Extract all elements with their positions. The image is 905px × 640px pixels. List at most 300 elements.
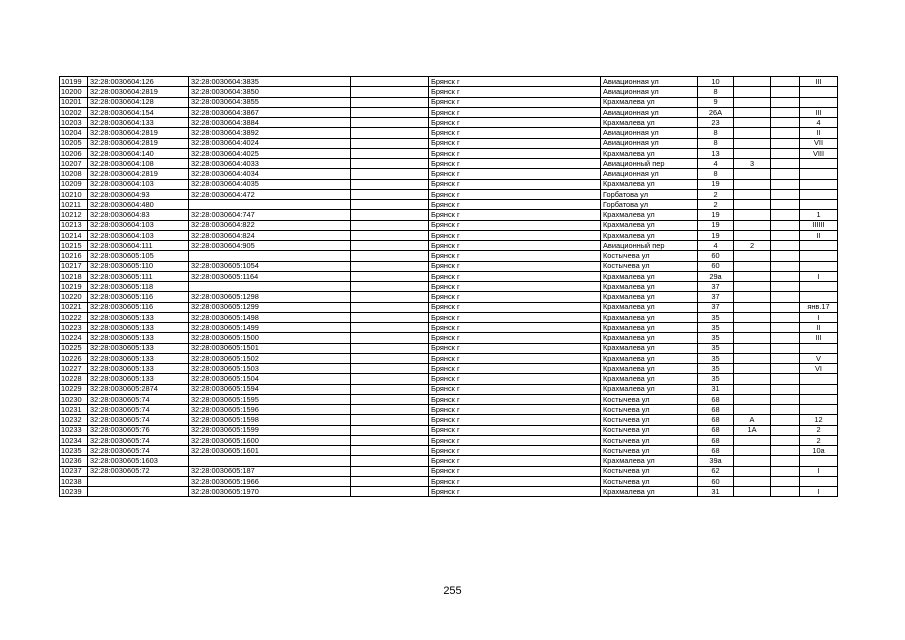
blank-cell <box>351 77 429 87</box>
street-cell: Крахмалева ул <box>601 456 698 466</box>
table-row <box>60 148 838 158</box>
row-number: 10200 <box>60 87 88 97</box>
row-number: 10222 <box>60 312 88 322</box>
city-cell: Брянск г <box>429 446 601 456</box>
building-cadastral-number: 32:28:0030605:1600 <box>189 435 351 445</box>
table-row <box>60 394 838 404</box>
table-row <box>60 210 838 220</box>
street-cell: Крахмалева ул <box>601 148 698 158</box>
city-cell: Брянск г <box>429 282 601 292</box>
property-register-table <box>59 76 838 497</box>
unit-cell: III <box>800 107 838 117</box>
blank-cell <box>351 282 429 292</box>
block-cell <box>771 343 800 353</box>
city-cell: Брянск г <box>429 128 601 138</box>
city-cell: Брянск г <box>429 292 601 302</box>
row-number: 10226 <box>60 353 88 363</box>
house-number-cell: 68 <box>698 394 734 404</box>
building-cadastral-number: 32:28:0030605:1501 <box>189 343 351 353</box>
street-cell: Крахмалева ул <box>601 487 698 497</box>
block-cell <box>771 189 800 199</box>
street-cell: Авиационная ул <box>601 169 698 179</box>
blank-cell <box>351 353 429 363</box>
table-row <box>60 138 838 148</box>
unit-cell <box>800 405 838 415</box>
table-row <box>60 282 838 292</box>
table-row <box>60 466 838 476</box>
row-number: 10206 <box>60 148 88 158</box>
land-cadastral-number: 32:28:0030605:133 <box>88 353 189 363</box>
blank-cell <box>351 435 429 445</box>
land-cadastral-number: 32:28:0030605:133 <box>88 323 189 333</box>
land-cadastral-number: 32:28:0030604:2819 <box>88 128 189 138</box>
street-cell: Крахмалева ул <box>601 384 698 394</box>
house-number-cell: 19 <box>698 210 734 220</box>
land-cadastral-number: 32:28:0030605:133 <box>88 312 189 322</box>
city-cell: Брянск г <box>429 456 601 466</box>
building-cadastral-number <box>189 282 351 292</box>
unit-cell <box>800 384 838 394</box>
unit-cell: IIIIII <box>800 220 838 230</box>
city-cell: Брянск г <box>429 251 601 261</box>
table-row <box>60 353 838 363</box>
street-cell: Авиационный пер <box>601 241 698 251</box>
building-cell <box>734 364 771 374</box>
street-cell: Крахмалева ул <box>601 312 698 322</box>
blank-cell <box>351 271 429 281</box>
house-number-cell: 35 <box>698 353 734 363</box>
building-cell <box>734 394 771 404</box>
house-number-cell: 23 <box>698 118 734 128</box>
table-row <box>60 220 838 230</box>
table-row <box>60 456 838 466</box>
house-number-cell: 31 <box>698 487 734 497</box>
building-cadastral-number: 32:28:0030604:3835 <box>189 77 351 87</box>
table-row <box>60 159 838 169</box>
block-cell <box>771 323 800 333</box>
table-row <box>60 107 838 117</box>
city-cell: Брянск г <box>429 333 601 343</box>
blank-cell <box>351 312 429 322</box>
row-number: 10215 <box>60 241 88 251</box>
house-number-cell: 68 <box>698 415 734 425</box>
building-cadastral-number: 32:28:0030605:1966 <box>189 476 351 486</box>
row-number: 10234 <box>60 435 88 445</box>
table-row <box>60 405 838 415</box>
street-cell: Авиационная ул <box>601 138 698 148</box>
blank-cell <box>351 261 429 271</box>
register-body <box>60 77 838 497</box>
land-cadastral-number: 32:28:0030604:2819 <box>88 138 189 148</box>
unit-cell: II <box>800 230 838 240</box>
building-cadastral-number: 32:28:0030605:1054 <box>189 261 351 271</box>
land-cadastral-number: 32:28:0030605:133 <box>88 374 189 384</box>
city-cell: Брянск г <box>429 138 601 148</box>
city-cell: Брянск г <box>429 302 601 312</box>
blank-cell <box>351 292 429 302</box>
street-cell: Крахмалева ул <box>601 210 698 220</box>
blank-cell <box>351 466 429 476</box>
land-cadastral-number: 32:28:0030604:2819 <box>88 169 189 179</box>
table-row <box>60 230 838 240</box>
row-number: 10230 <box>60 394 88 404</box>
street-cell: Костычева ул <box>601 466 698 476</box>
block-cell <box>771 87 800 97</box>
house-number-cell: 19 <box>698 220 734 230</box>
block-cell <box>771 466 800 476</box>
table-row <box>60 476 838 486</box>
block-cell <box>771 353 800 363</box>
table-row <box>60 271 838 281</box>
building-cadastral-number <box>189 251 351 261</box>
block-cell <box>771 107 800 117</box>
block-cell <box>771 128 800 138</box>
unit-cell: VII <box>800 138 838 148</box>
land-cadastral-number: 32:28:0030604:133 <box>88 118 189 128</box>
unit-cell: III <box>800 77 838 87</box>
building-cadastral-number: 32:28:0030605:1500 <box>189 333 351 343</box>
house-number-cell: 19 <box>698 230 734 240</box>
unit-cell: 12 <box>800 415 838 425</box>
block-cell <box>771 456 800 466</box>
house-number-cell: 13 <box>698 148 734 158</box>
table-row <box>60 179 838 189</box>
street-cell: Крахмалева ул <box>601 343 698 353</box>
row-number: 10219 <box>60 282 88 292</box>
city-cell: Брянск г <box>429 220 601 230</box>
house-number-cell: 10 <box>698 77 734 87</box>
house-number-cell: 8 <box>698 87 734 97</box>
table-row <box>60 292 838 302</box>
building-cadastral-number: 32:28:0030604:4034 <box>189 169 351 179</box>
land-cadastral-number: 32:28:0030605:133 <box>88 333 189 343</box>
house-number-cell: 62 <box>698 466 734 476</box>
street-cell: Горбатова ул <box>601 200 698 210</box>
building-cell <box>734 343 771 353</box>
land-cadastral-number: 32:28:0030605:1603 <box>88 456 189 466</box>
street-cell: Крахмалева ул <box>601 97 698 107</box>
unit-cell: I <box>800 271 838 281</box>
house-number-cell: 35 <box>698 323 734 333</box>
land-cadastral-number: 32:28:0030605:116 <box>88 302 189 312</box>
land-cadastral-number <box>88 476 189 486</box>
blank-cell <box>351 97 429 107</box>
unit-cell <box>800 261 838 271</box>
city-cell: Брянск г <box>429 159 601 169</box>
row-number: 10223 <box>60 323 88 333</box>
block-cell <box>771 384 800 394</box>
building-cadastral-number: 32:28:0030605:1499 <box>189 323 351 333</box>
street-cell: Крахмалева ул <box>601 364 698 374</box>
building-cell <box>734 487 771 497</box>
street-cell: Костычева ул <box>601 425 698 435</box>
city-cell: Брянск г <box>429 107 601 117</box>
house-number-cell: 35 <box>698 364 734 374</box>
block-cell <box>771 282 800 292</box>
city-cell: Брянск г <box>429 230 601 240</box>
building-cadastral-number: 32:28:0030604:747 <box>189 210 351 220</box>
block-cell <box>771 118 800 128</box>
table-row <box>60 241 838 251</box>
unit-cell: 2 <box>800 425 838 435</box>
city-cell: Брянск г <box>429 353 601 363</box>
land-cadastral-number: 32:28:0030605:133 <box>88 364 189 374</box>
row-number: 10203 <box>60 118 88 128</box>
row-number: 10229 <box>60 384 88 394</box>
land-cadastral-number: 32:28:0030604:2819 <box>88 87 189 97</box>
city-cell: Брянск г <box>429 97 601 107</box>
house-number-cell: 35 <box>698 312 734 322</box>
building-cell <box>734 466 771 476</box>
block-cell <box>771 271 800 281</box>
table-row <box>60 128 838 138</box>
house-number-cell: 2 <box>698 189 734 199</box>
building-cadastral-number <box>189 200 351 210</box>
blank-cell <box>351 189 429 199</box>
house-number-cell: 37 <box>698 292 734 302</box>
building-cell <box>734 138 771 148</box>
block-cell <box>771 169 800 179</box>
table-row <box>60 446 838 456</box>
blank-cell <box>351 148 429 158</box>
row-number: 10237 <box>60 466 88 476</box>
block-cell <box>771 97 800 107</box>
unit-cell <box>800 241 838 251</box>
street-cell: Крахмалева ул <box>601 271 698 281</box>
building-cell <box>734 251 771 261</box>
blank-cell <box>351 476 429 486</box>
building-cadastral-number: 32:28:0030605:1164 <box>189 271 351 281</box>
row-number: 10201 <box>60 97 88 107</box>
block-cell <box>771 261 800 271</box>
block-cell <box>771 446 800 456</box>
city-cell: Брянск г <box>429 487 601 497</box>
table-row <box>60 118 838 128</box>
block-cell <box>771 487 800 497</box>
building-cadastral-number: 32:28:0030605:1504 <box>189 374 351 384</box>
building-cadastral-number: 32:28:0030604:4033 <box>189 159 351 169</box>
land-cadastral-number: 32:28:0030605:111 <box>88 271 189 281</box>
table-row <box>60 312 838 322</box>
street-cell: Горбатова ул <box>601 189 698 199</box>
land-cadastral-number: 32:28:0030605:74 <box>88 446 189 456</box>
house-number-cell: 68 <box>698 446 734 456</box>
block-cell <box>771 312 800 322</box>
land-cadastral-number: 32:28:0030605:74 <box>88 435 189 445</box>
building-cell <box>734 118 771 128</box>
blank-cell <box>351 169 429 179</box>
land-cadastral-number: 32:28:0030604:111 <box>88 241 189 251</box>
row-number: 10220 <box>60 292 88 302</box>
blank-cell <box>351 251 429 261</box>
block-cell <box>771 251 800 261</box>
city-cell: Брянск г <box>429 241 601 251</box>
blank-cell <box>351 446 429 456</box>
block-cell <box>771 77 800 87</box>
row-number: 10225 <box>60 343 88 353</box>
land-cadastral-number: 32:28:0030604:140 <box>88 148 189 158</box>
building-cell <box>734 179 771 189</box>
city-cell: Брянск г <box>429 374 601 384</box>
blank-cell <box>351 179 429 189</box>
blank-cell <box>351 241 429 251</box>
unit-cell: 2 <box>800 435 838 445</box>
table-row <box>60 97 838 107</box>
table-row <box>60 261 838 271</box>
street-cell: Крахмалева ул <box>601 118 698 128</box>
building-cell <box>734 128 771 138</box>
building-cell <box>734 148 771 158</box>
house-number-cell: 2 <box>698 200 734 210</box>
land-cadastral-number: 32:28:0030604:103 <box>88 220 189 230</box>
building-cell <box>734 107 771 117</box>
street-cell: Авиационная ул <box>601 107 698 117</box>
building-cadastral-number: 32:28:0030604:4035 <box>189 179 351 189</box>
land-cadastral-number: 32:28:0030604:103 <box>88 230 189 240</box>
house-number-cell: 19 <box>698 179 734 189</box>
unit-cell: VI <box>800 364 838 374</box>
building-cell <box>734 384 771 394</box>
unit-cell <box>800 169 838 179</box>
blank-cell <box>351 107 429 117</box>
row-number: 10232 <box>60 415 88 425</box>
block-cell <box>771 364 800 374</box>
block-cell <box>771 230 800 240</box>
row-number: 10212 <box>60 210 88 220</box>
blank-cell <box>351 118 429 128</box>
table-row <box>60 169 838 179</box>
unit-cell <box>800 394 838 404</box>
unit-cell <box>800 251 838 261</box>
land-cadastral-number: 32:28:0030604:128 <box>88 97 189 107</box>
unit-cell <box>800 456 838 466</box>
blank-cell <box>351 405 429 415</box>
building-cadastral-number: 32:28:0030605:1598 <box>189 415 351 425</box>
unit-cell: VIII <box>800 148 838 158</box>
row-number: 10231 <box>60 405 88 415</box>
block-cell <box>771 210 800 220</box>
blank-cell <box>351 384 429 394</box>
row-number: 10209 <box>60 179 88 189</box>
land-cadastral-number: 32:28:0030604:126 <box>88 77 189 87</box>
house-number-cell: 37 <box>698 282 734 292</box>
land-cadastral-number: 32:28:0030605:72 <box>88 466 189 476</box>
blank-cell <box>351 230 429 240</box>
blank-cell <box>351 87 429 97</box>
block-cell <box>771 425 800 435</box>
city-cell: Брянск г <box>429 169 601 179</box>
house-number-cell: 37 <box>698 302 734 312</box>
unit-cell: 4 <box>800 118 838 128</box>
house-number-cell: 35 <box>698 333 734 343</box>
unit-cell <box>800 343 838 353</box>
building-cell <box>734 282 771 292</box>
row-number: 10228 <box>60 374 88 384</box>
table-row <box>60 343 838 353</box>
land-cadastral-number <box>88 487 189 497</box>
land-cadastral-number: 32:28:0030605:110 <box>88 261 189 271</box>
city-cell: Брянск г <box>429 312 601 322</box>
building-cell: 2 <box>734 241 771 251</box>
street-cell: Авиационный пер <box>601 159 698 169</box>
blank-cell <box>351 128 429 138</box>
table-row <box>60 323 838 333</box>
street-cell: Костычева ул <box>601 476 698 486</box>
land-cadastral-number: 32:28:0030605:74 <box>88 394 189 404</box>
house-number-cell: 39а <box>698 456 734 466</box>
block-cell <box>771 415 800 425</box>
building-cell <box>734 87 771 97</box>
block-cell <box>771 159 800 169</box>
city-cell: Брянск г <box>429 405 601 415</box>
street-cell: Крахмалева ул <box>601 323 698 333</box>
block-cell <box>771 333 800 343</box>
unit-cell: II <box>800 323 838 333</box>
block-cell <box>771 435 800 445</box>
house-number-cell: 68 <box>698 425 734 435</box>
building-cadastral-number: 32:28:0030604:824 <box>189 230 351 240</box>
table-row <box>60 251 838 261</box>
land-cadastral-number: 32:28:0030605:76 <box>88 425 189 435</box>
building-cell <box>734 292 771 302</box>
building-cadastral-number: 32:28:0030605:1601 <box>189 446 351 456</box>
street-cell: Костычева ул <box>601 251 698 261</box>
city-cell: Брянск г <box>429 87 601 97</box>
building-cell: А <box>734 415 771 425</box>
blank-cell <box>351 323 429 333</box>
unit-cell <box>800 374 838 384</box>
unit-cell: янв.17 <box>800 302 838 312</box>
block-cell <box>771 292 800 302</box>
unit-cell: V <box>800 353 838 363</box>
table-row <box>60 435 838 445</box>
house-number-cell: 60 <box>698 476 734 486</box>
block-cell <box>771 148 800 158</box>
table-row <box>60 200 838 210</box>
building-cadastral-number: 32:28:0030605:1970 <box>189 487 351 497</box>
table-row <box>60 487 838 497</box>
row-number: 10210 <box>60 189 88 199</box>
city-cell: Брянск г <box>429 435 601 445</box>
block-cell <box>771 241 800 251</box>
row-number: 10211 <box>60 200 88 210</box>
city-cell: Брянск г <box>429 77 601 87</box>
building-cell: 3 <box>734 159 771 169</box>
house-number-cell: 4 <box>698 159 734 169</box>
blank-cell <box>351 456 429 466</box>
building-cell <box>734 97 771 107</box>
street-cell: Костычева ул <box>601 394 698 404</box>
unit-cell: I <box>800 312 838 322</box>
building-cadastral-number <box>189 456 351 466</box>
row-number: 10221 <box>60 302 88 312</box>
city-cell: Брянск г <box>429 261 601 271</box>
city-cell: Брянск г <box>429 200 601 210</box>
house-number-cell: 68 <box>698 435 734 445</box>
house-number-cell: 29а <box>698 271 734 281</box>
building-cell <box>734 456 771 466</box>
blank-cell <box>351 302 429 312</box>
building-cell <box>734 189 771 199</box>
row-number: 10216 <box>60 251 88 261</box>
block-cell <box>771 476 800 486</box>
block-cell <box>771 302 800 312</box>
city-cell: Брянск г <box>429 271 601 281</box>
unit-cell <box>800 97 838 107</box>
building-cadastral-number: 32:28:0030604:3850 <box>189 87 351 97</box>
row-number: 10235 <box>60 446 88 456</box>
row-number: 10239 <box>60 487 88 497</box>
